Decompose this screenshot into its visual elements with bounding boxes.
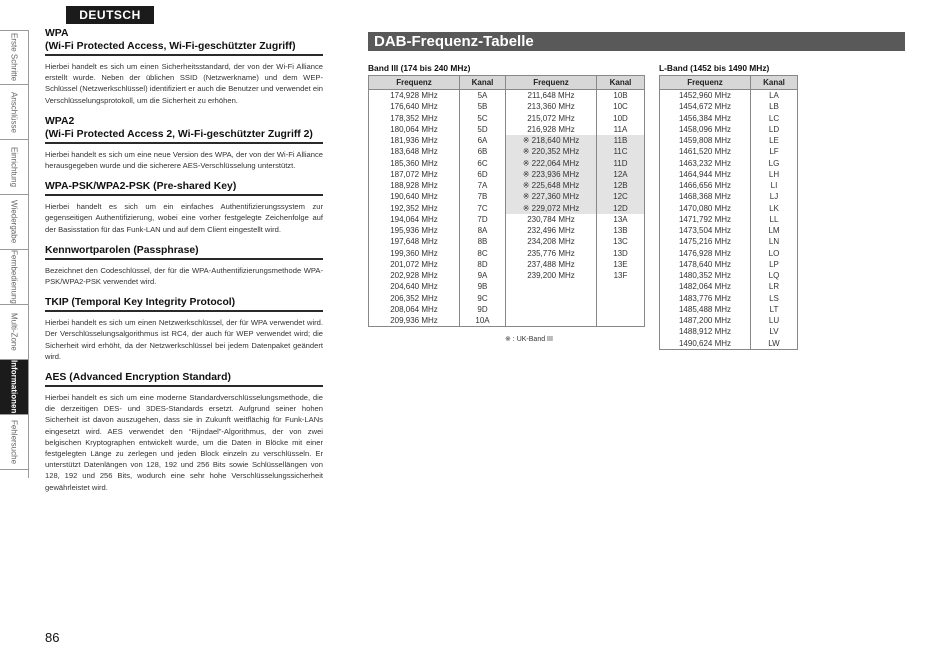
frequency-cell: 234,208 MHz bbox=[506, 236, 597, 247]
table-row bbox=[660, 304, 798, 315]
table-row bbox=[369, 214, 645, 225]
side-tab-label: Fernbedienung bbox=[9, 250, 19, 304]
side-tab-label: Erste Schritte bbox=[9, 33, 19, 82]
side-tab-fehlersuche[interactable] bbox=[0, 415, 28, 470]
channel-cell: 7B bbox=[460, 191, 506, 202]
side-tab-label: Fehlersuche bbox=[9, 419, 19, 465]
section-body: Bezeichnet den Codeschlüssel, der für die WPA-Authentifizierungsmethode WPA-PSK/WPA2-PSK verwendet wird. bbox=[45, 265, 323, 287]
frequency-cell: 176,640 MHz bbox=[369, 101, 460, 112]
table-row bbox=[369, 304, 645, 315]
frequency-cell: 204,640 MHz bbox=[369, 281, 460, 292]
table-row bbox=[369, 270, 645, 281]
table-row bbox=[660, 180, 798, 191]
frequency-cell: ※ 225,648 MHz bbox=[506, 180, 597, 191]
frequency-cell: 201,072 MHz bbox=[369, 259, 460, 270]
frequency-cell: 1470,080 MHz bbox=[660, 203, 751, 214]
side-tab-einrichtung[interactable] bbox=[0, 140, 28, 195]
channel-cell: 7D bbox=[460, 214, 506, 225]
channel-cell: 9B bbox=[460, 281, 506, 292]
page-number: 86 bbox=[45, 630, 60, 645]
frequency-cell: 237,488 MHz bbox=[506, 259, 597, 270]
channel-cell: 7A bbox=[460, 180, 506, 191]
frequency-cell: 1482,064 MHz bbox=[660, 281, 751, 292]
frequency-cell bbox=[506, 315, 597, 327]
side-tab-label: Wiedergabe bbox=[9, 200, 19, 244]
frequency-cell: 1463,232 MHz bbox=[660, 158, 751, 169]
side-tab-informationen[interactable] bbox=[0, 360, 28, 415]
channel-cell: LV bbox=[751, 326, 798, 337]
side-tab-label: Einrichtung bbox=[9, 146, 19, 188]
table-row bbox=[660, 90, 798, 102]
side-tab-erste-schritte[interactable] bbox=[0, 30, 28, 85]
dab-table-title: DAB-Frequenz-Tabelle bbox=[368, 32, 905, 51]
frequency-cell: 1454,672 MHz bbox=[660, 101, 751, 112]
table-row bbox=[660, 281, 798, 292]
frequency-cell bbox=[506, 304, 597, 315]
frequency-cell: ※ 229,072 MHz bbox=[506, 203, 597, 214]
lband-table bbox=[659, 75, 798, 350]
channel-cell: LM bbox=[751, 225, 798, 236]
title-line: (Wi-Fi Protected Access 2, Wi-Fi-geschützter Zugriff 2) bbox=[45, 128, 313, 140]
frequency-cell: ※ 227,360 MHz bbox=[506, 191, 597, 202]
side-navigation bbox=[0, 30, 29, 478]
table-row bbox=[660, 203, 798, 214]
channel-cell: 5C bbox=[460, 113, 506, 124]
frequency-cell: 213,360 MHz bbox=[506, 101, 597, 112]
channel-cell: 5A bbox=[460, 90, 506, 102]
section-title bbox=[45, 296, 323, 312]
channel-cell: 12B bbox=[597, 180, 645, 191]
channel-cell: 12A bbox=[597, 169, 645, 180]
uk-band-note: ※ : UK-Band III bbox=[505, 336, 553, 343]
table-row bbox=[369, 248, 645, 259]
section-title bbox=[45, 371, 323, 387]
frequency-cell: 1487,200 MHz bbox=[660, 315, 751, 326]
channel-cell: 9A bbox=[460, 270, 506, 281]
channel-cell: LR bbox=[751, 281, 798, 292]
channel-cell: 13E bbox=[597, 259, 645, 270]
frequency-cell: 209,936 MHz bbox=[369, 315, 460, 327]
frequency-cell: 1490,624 MHz bbox=[660, 338, 751, 350]
channel-cell: 6B bbox=[460, 146, 506, 157]
channel-cell: 12D bbox=[597, 203, 645, 214]
table-header: Frequenz bbox=[506, 76, 597, 90]
channel-cell: LE bbox=[751, 135, 798, 146]
frequency-cell: 180,064 MHz bbox=[369, 124, 460, 135]
channel-cell: LK bbox=[751, 203, 798, 214]
section-wpa-psk bbox=[45, 180, 323, 235]
table-row bbox=[369, 236, 645, 247]
table-row bbox=[369, 158, 645, 169]
frequency-cell: 215,072 MHz bbox=[506, 113, 597, 124]
frequency-cell: 230,784 MHz bbox=[506, 214, 597, 225]
frequency-cell: 174,928 MHz bbox=[369, 90, 460, 102]
channel-cell: LS bbox=[751, 293, 798, 304]
table-header: Kanal bbox=[460, 76, 506, 90]
side-tab-label: Multi-Zone bbox=[9, 313, 19, 351]
channel-cell: 11A bbox=[597, 124, 645, 135]
section-title bbox=[45, 244, 323, 260]
frequency-cell: 235,776 MHz bbox=[506, 248, 597, 259]
table-row bbox=[660, 158, 798, 169]
channel-cell: LC bbox=[751, 113, 798, 124]
table-row bbox=[660, 326, 798, 337]
table-row bbox=[660, 169, 798, 180]
table-row bbox=[369, 90, 645, 102]
table-row bbox=[660, 248, 798, 259]
table-row bbox=[660, 236, 798, 247]
side-tab-multi-zone[interactable] bbox=[0, 305, 28, 360]
table-row bbox=[369, 146, 645, 157]
title-line: (Wi-Fi Protected Access, Wi-Fi-geschützter Zugriff) bbox=[45, 41, 296, 52]
channel-cell: 10C bbox=[597, 101, 645, 112]
frequency-cell: 1488,912 MHz bbox=[660, 326, 751, 337]
table-header: Frequenz bbox=[369, 76, 460, 90]
channel-cell bbox=[597, 315, 645, 327]
frequency-cell: 206,352 MHz bbox=[369, 293, 460, 304]
channel-cell: LJ bbox=[751, 191, 798, 202]
section-body: Hierbei handelt es sich um eine neue Version des WPA, der von der Wi-Fi Alliance herausgegeben wurde und die sicherere AES-Verschlüsselung unterstützt. bbox=[45, 149, 323, 171]
section-title bbox=[45, 27, 323, 56]
table-header: Frequenz bbox=[660, 76, 751, 90]
frequency-cell: 1458,096 MHz bbox=[660, 124, 751, 135]
table-row bbox=[660, 191, 798, 202]
frequency-cell: 183,648 MHz bbox=[369, 146, 460, 157]
side-tab-wiedergabe[interactable] bbox=[0, 195, 28, 250]
channel-cell: 13D bbox=[597, 248, 645, 259]
frequency-cell: 202,928 MHz bbox=[369, 270, 460, 281]
frequency-cell: 208,064 MHz bbox=[369, 304, 460, 315]
channel-cell: 13F bbox=[597, 270, 645, 281]
table-row bbox=[660, 293, 798, 304]
channel-cell: LN bbox=[751, 236, 798, 247]
channel-cell: 8C bbox=[460, 248, 506, 259]
table-row bbox=[369, 124, 645, 135]
band3-label: Band III (174 bis 240 MHz) bbox=[368, 63, 471, 73]
title-line: TKIP (Temporal Key Integrity Protocol) bbox=[45, 297, 236, 309]
channel-cell: 10A bbox=[460, 315, 506, 327]
section-passphrase bbox=[45, 244, 323, 287]
frequency-cell: 190,640 MHz bbox=[369, 191, 460, 202]
left-column bbox=[45, 27, 323, 502]
frequency-cell: 185,360 MHz bbox=[369, 158, 460, 169]
frequency-cell: 1476,928 MHz bbox=[660, 248, 751, 259]
channel-cell: LI bbox=[751, 180, 798, 191]
table-row bbox=[660, 338, 798, 350]
table-row bbox=[369, 113, 645, 124]
table-row bbox=[369, 259, 645, 270]
table-row bbox=[660, 225, 798, 236]
frequency-cell: ※ 218,640 MHz bbox=[506, 135, 597, 146]
table-row bbox=[660, 113, 798, 124]
table-row bbox=[369, 315, 645, 327]
title-line: WPA-PSK/WPA2-PSK (Pre-shared Key) bbox=[45, 181, 237, 193]
channel-cell: 11D bbox=[597, 158, 645, 169]
frequency-cell: ※ 223,936 MHz bbox=[506, 169, 597, 180]
channel-cell: LP bbox=[751, 259, 798, 270]
channel-cell: 12C bbox=[597, 191, 645, 202]
frequency-cell: 194,064 MHz bbox=[369, 214, 460, 225]
channel-cell: 9D bbox=[460, 304, 506, 315]
side-tab-fernbedienung[interactable] bbox=[0, 250, 28, 305]
section-wpa bbox=[45, 27, 323, 106]
frequency-cell: 199,360 MHz bbox=[369, 248, 460, 259]
frequency-cell: 1480,352 MHz bbox=[660, 270, 751, 281]
frequency-cell: 211,648 MHz bbox=[506, 90, 597, 102]
table-row bbox=[369, 180, 645, 191]
channel-cell: 8A bbox=[460, 225, 506, 236]
table-row bbox=[660, 259, 798, 270]
section-body: Hierbei handelt es sich um einen Sicherheitsstandard, der von der Wi-Fi Alliance erstellt wurde. Neben der üblichen SSID (Netzwerkname) und dem WEP-Schlüssel (Netzwerkschlüssel) identifiziert er auch die Benutzer und verwendet ein Verschlüsselungsprotokoll, um die Sicherheit zu erhöhen. bbox=[45, 62, 323, 105]
language-header: DEUTSCH bbox=[66, 6, 154, 24]
frequency-cell: 192,352 MHz bbox=[369, 203, 460, 214]
band3-table bbox=[368, 75, 645, 327]
table-header: Kanal bbox=[751, 76, 798, 90]
frequency-cell: 1485,488 MHz bbox=[660, 304, 751, 315]
frequency-cell: ※ 220,352 MHz bbox=[506, 146, 597, 157]
frequency-cell: 1471,792 MHz bbox=[660, 214, 751, 225]
channel-cell: LG bbox=[751, 158, 798, 169]
channel-cell bbox=[597, 304, 645, 315]
frequency-cell: ※ 222,064 MHz bbox=[506, 158, 597, 169]
frequency-cell: 1478,640 MHz bbox=[660, 259, 751, 270]
frequency-cell: 1459,808 MHz bbox=[660, 135, 751, 146]
section-body: Hierbei handelt es sich um ein einfaches Authentifizierungssystem zur gegenseitigen Authentifizierung, wobei eine vorher festgelegte Zeichenfolge auf der Basisstation für das Funk-LAN und auf dem Client eingestellt wird. bbox=[45, 202, 323, 234]
channel-cell: LQ bbox=[751, 270, 798, 281]
table-header: Kanal bbox=[597, 76, 645, 90]
frequency-cell: 1464,944 MHz bbox=[660, 169, 751, 180]
table-row bbox=[660, 315, 798, 326]
table-row bbox=[660, 146, 798, 157]
channel-cell: 11B bbox=[597, 135, 645, 146]
table-row bbox=[369, 101, 645, 112]
channel-cell: 11C bbox=[597, 146, 645, 157]
side-tab-label: Anschlüsse bbox=[9, 91, 19, 133]
channel-cell: 13A bbox=[597, 214, 645, 225]
channel-cell: LB bbox=[751, 101, 798, 112]
frequency-cell: 1456,384 MHz bbox=[660, 113, 751, 124]
channel-cell: 6A bbox=[460, 135, 506, 146]
section-aes bbox=[45, 371, 323, 493]
frequency-cell: 181,936 MHz bbox=[369, 135, 460, 146]
frequency-cell: 1468,368 MHz bbox=[660, 191, 751, 202]
title-line: AES (Advanced Encryption Standard) bbox=[45, 372, 231, 384]
title-line: WPA bbox=[45, 28, 69, 39]
channel-cell: LU bbox=[751, 315, 798, 326]
frequency-cell bbox=[506, 293, 597, 304]
frequency-cell: 1452,960 MHz bbox=[660, 90, 751, 102]
frequency-cell: 1475,216 MHz bbox=[660, 236, 751, 247]
title-line: Kennwortparolen (Passphrase) bbox=[45, 244, 199, 256]
table-row bbox=[660, 101, 798, 112]
channel-cell: 8B bbox=[460, 236, 506, 247]
channel-cell: LL bbox=[751, 214, 798, 225]
frequency-cell: 1473,504 MHz bbox=[660, 225, 751, 236]
channel-cell bbox=[597, 281, 645, 292]
section-body: Hierbei handelt es sich um einen Netzwerkschlüssel, der für WPA verwendet wird. Der Verschlüsselungsalgorithmus ist RC4, der auch für WEP verwendet wird; die Sicherheit wird erhöht, da der Netzwerkschlüssel bei jedem Datenpaket geändert wird. bbox=[45, 318, 323, 361]
table-row bbox=[369, 203, 645, 214]
table-row bbox=[660, 124, 798, 135]
frequency-cell: 1483,776 MHz bbox=[660, 293, 751, 304]
channel-cell: LO bbox=[751, 248, 798, 259]
channel-cell: 9C bbox=[460, 293, 506, 304]
channel-cell bbox=[597, 293, 645, 304]
channel-cell: 5B bbox=[460, 101, 506, 112]
channel-cell: LA bbox=[751, 90, 798, 102]
frequency-cell bbox=[506, 281, 597, 292]
frequency-cell: 1466,656 MHz bbox=[660, 180, 751, 191]
table-row bbox=[369, 293, 645, 304]
side-tab-anschluesse[interactable] bbox=[0, 85, 28, 140]
frequency-cell: 197,648 MHz bbox=[369, 236, 460, 247]
lband-label: L-Band (1452 bis 1490 MHz) bbox=[659, 63, 770, 73]
table-row bbox=[660, 214, 798, 225]
channel-cell: 7C bbox=[460, 203, 506, 214]
channel-cell: LT bbox=[751, 304, 798, 315]
frequency-cell: 1461,520 MHz bbox=[660, 146, 751, 157]
channel-cell: LD bbox=[751, 124, 798, 135]
table-row bbox=[369, 281, 645, 292]
channel-cell: LH bbox=[751, 169, 798, 180]
side-tab-label: Informationen bbox=[9, 360, 19, 414]
channel-cell: LW bbox=[751, 338, 798, 350]
table-row bbox=[660, 270, 798, 281]
frequency-cell: 239,200 MHz bbox=[506, 270, 597, 281]
channel-cell: 6D bbox=[460, 169, 506, 180]
section-tkip bbox=[45, 296, 323, 362]
section-title bbox=[45, 115, 323, 144]
table-row bbox=[369, 191, 645, 202]
channel-cell: 13B bbox=[597, 225, 645, 236]
table-row bbox=[369, 135, 645, 146]
table-row bbox=[660, 135, 798, 146]
frequency-cell: 178,352 MHz bbox=[369, 113, 460, 124]
title-line: WPA2 bbox=[45, 115, 75, 127]
section-wpa2 bbox=[45, 115, 323, 171]
table-row bbox=[369, 169, 645, 180]
section-body: Hierbei handelt es sich um eine moderne Standardverschlüsselungsmethode, die die derzeitigen DES- und 3DES-Standards ersetzt. Aufgrund seiner hohen Sicherheit ist davon auszugehen, dass sie in Zukunft weitflächig für Funk-LANs eingesetzt wird. AES verwendet den “Rijndael”-Algorithmus, der von zwei belgischen Kryptographen entwickelt wurde, um die Daten in Blöcke mit einer festgelegten Länge zu zerlegen und jeden Block einzeln zu verschlüsseln. Er unterstützt Datenlängen von 128, 192 und 256 Bits sowie Schlüssellängen von 128, 192 und 256 Bits, wodurch eine sehr hohe Verschlüsselungssicherheit gewährleistet wird. bbox=[45, 393, 323, 492]
channel-cell: 10B bbox=[597, 90, 645, 102]
frequency-cell: 232,496 MHz bbox=[506, 225, 597, 236]
channel-cell: 10D bbox=[597, 113, 645, 124]
channel-cell: 6C bbox=[460, 158, 506, 169]
channel-cell: 13C bbox=[597, 236, 645, 247]
frequency-cell: 188,928 MHz bbox=[369, 180, 460, 191]
channel-cell: 5D bbox=[460, 124, 506, 135]
frequency-cell: 187,072 MHz bbox=[369, 169, 460, 180]
channel-cell: 8D bbox=[460, 259, 506, 270]
table-row bbox=[369, 225, 645, 236]
section-title bbox=[45, 180, 323, 196]
frequency-cell: 216,928 MHz bbox=[506, 124, 597, 135]
channel-cell: LF bbox=[751, 146, 798, 157]
frequency-cell: 195,936 MHz bbox=[369, 225, 460, 236]
